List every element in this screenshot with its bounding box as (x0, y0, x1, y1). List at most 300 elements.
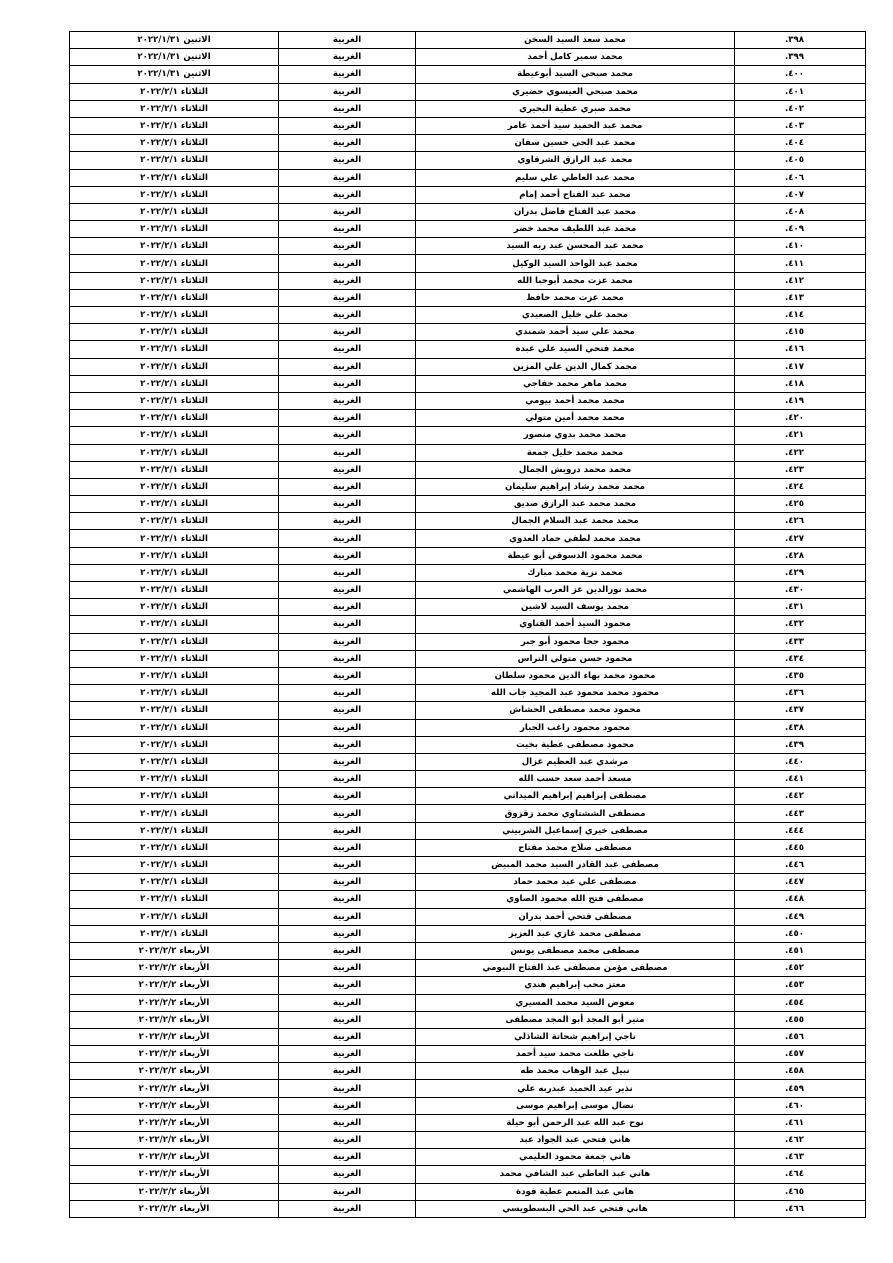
governorate-cell: الغربية (279, 255, 416, 272)
name-cell: هاني جمعة محمود العليمي (416, 1149, 735, 1166)
row-number-cell: ٤٣٦. (735, 685, 866, 702)
date-cell: الثلاثاء ٢٠٢٢/٢/١ (70, 908, 279, 925)
name-cell: محمد محمد خليل جمعة (416, 444, 735, 461)
date-cell: الثلاثاء ٢٠٢٢/٢/١ (70, 478, 279, 495)
name-cell: محمد عبد الواحد السيد الوكيل (416, 255, 735, 272)
table-row (70, 289, 866, 306)
governorate-cell: الغربية (279, 616, 416, 633)
governorate-cell: الغربية (279, 410, 416, 427)
date-cell: الثلاثاء ٢٠٢٢/٢/١ (70, 358, 279, 375)
row-number-cell: ٤٤٩. (735, 908, 866, 925)
date-cell: الأربعاء ٢٠٢٢/٢/٢ (70, 1183, 279, 1200)
table-row (70, 324, 866, 341)
row-number-cell: ٤٣٩. (735, 736, 866, 753)
name-cell: محمد محمد عبد الرازق صديق (416, 496, 735, 513)
date-cell: الثلاثاء ٢٠٢٢/٢/١ (70, 307, 279, 324)
row-number-cell: ٤٥٠. (735, 925, 866, 942)
table-row (70, 358, 866, 375)
row-number-cell: ٤٣٢. (735, 616, 866, 633)
row-number-cell: ٤٠٥. (735, 152, 866, 169)
date-cell: الاثنين ٢٠٢٢/١/٣١ (70, 66, 279, 83)
date-cell: الأربعاء ٢٠٢٢/٢/٢ (70, 1200, 279, 1217)
date-cell: الثلاثاء ٢٠٢٢/٢/١ (70, 324, 279, 341)
governorate-cell: الغربية (279, 221, 416, 238)
table-row (70, 788, 866, 805)
name-cell: محمد كمال الدين علي المزين (416, 358, 735, 375)
governorate-cell: الغربية (279, 942, 416, 959)
table-row (70, 874, 866, 891)
name-cell: محمد عزت محمد أبوحبا الله (416, 272, 735, 289)
table-row (70, 977, 866, 994)
governorate-cell: الغربية (279, 272, 416, 289)
table-row (70, 135, 866, 152)
governorate-cell: الغربية (279, 530, 416, 547)
table-row (70, 341, 866, 358)
table-row (70, 461, 866, 478)
table-row (70, 392, 866, 409)
table-row (70, 307, 866, 324)
table-row (70, 1149, 866, 1166)
date-cell: الثلاثاء ٢٠٢٢/٢/١ (70, 753, 279, 770)
row-number-cell: ٤٢٢. (735, 444, 866, 461)
row-number-cell: ٤٤٨. (735, 891, 866, 908)
governorate-cell: الغربية (279, 547, 416, 564)
governorate-cell: الغربية (279, 186, 416, 203)
governorate-cell: الغربية (279, 513, 416, 530)
date-cell: الثلاثاء ٢٠٢٢/٢/١ (70, 925, 279, 942)
table-row (70, 857, 866, 874)
date-cell: الأربعاء ٢٠٢٢/٢/٢ (70, 1080, 279, 1097)
name-cell: محمد ماهر محمد خفاجي (416, 375, 735, 392)
date-cell: الثلاثاء ٢٠٢٢/٢/١ (70, 100, 279, 117)
row-number-cell: ٤١٤. (735, 307, 866, 324)
row-number-cell: ٤٥٨. (735, 1063, 866, 1080)
date-cell: الثلاثاء ٢٠٢٢/٢/١ (70, 135, 279, 152)
name-cell: ناجي طلعت محمد سيد أحمد (416, 1046, 735, 1063)
date-cell: الثلاثاء ٢٠٢٢/٢/١ (70, 685, 279, 702)
date-cell: الأربعاء ٢٠٢٢/٢/٢ (70, 1011, 279, 1028)
governorate-cell: الغربية (279, 203, 416, 220)
date-cell: الأربعاء ٢٠٢٢/٢/٢ (70, 942, 279, 959)
name-cell: مصطفى عبد القادر السيد محمد المبيض (416, 857, 735, 874)
document-page (69, 31, 822, 1218)
date-cell: الثلاثاء ٢٠٢٢/٢/١ (70, 874, 279, 891)
names-table (69, 31, 866, 1218)
row-number-cell: ٤٦٣. (735, 1149, 866, 1166)
date-cell: الثلاثاء ٢٠٢٢/٢/١ (70, 203, 279, 220)
table-row (70, 736, 866, 753)
date-cell: الأربعاء ٢٠٢٢/٢/٢ (70, 1149, 279, 1166)
row-number-cell: ٤٥٢. (735, 960, 866, 977)
date-cell: الثلاثاء ٢٠٢٢/٢/١ (70, 117, 279, 134)
date-cell: الأربعاء ٢٠٢٢/٢/٢ (70, 1166, 279, 1183)
row-number-cell: ٤٥٩. (735, 1080, 866, 1097)
date-cell: الثلاثاء ٢٠٢٢/٢/١ (70, 238, 279, 255)
governorate-cell: الغربية (279, 891, 416, 908)
date-cell: الثلاثاء ٢٠٢٢/٢/١ (70, 289, 279, 306)
table-row (70, 753, 866, 770)
table-row (70, 1063, 866, 1080)
table-row (70, 805, 866, 822)
name-cell: محمد عبد المحسن عبد ربه السيد (416, 238, 735, 255)
row-number-cell: ٤٠٣. (735, 117, 866, 134)
row-number-cell: ٤١٨. (735, 375, 866, 392)
table-row (70, 942, 866, 959)
governorate-cell: الغربية (279, 822, 416, 839)
name-cell: محمود السيد أحمد القناوي (416, 616, 735, 633)
name-cell: مصطفى إبراهيم إبراهيم الميداني (416, 788, 735, 805)
row-number-cell: ٤٤١. (735, 771, 866, 788)
governorate-cell: الغربية (279, 753, 416, 770)
table-row (70, 83, 866, 100)
name-cell: مصطفى علي عبد محمد حماد (416, 874, 735, 891)
table-row (70, 186, 866, 203)
table-row (70, 925, 866, 942)
date-cell: الثلاثاء ٢٠٢٢/٢/١ (70, 169, 279, 186)
governorate-cell: الغربية (279, 427, 416, 444)
name-cell: مصطفى فتح الله محمود الصاوي (416, 891, 735, 908)
governorate-cell: الغربية (279, 307, 416, 324)
table-row (70, 1166, 866, 1183)
governorate-cell: الغربية (279, 908, 416, 925)
row-number-cell: ٤٥٧. (735, 1046, 866, 1063)
date-cell: الثلاثاء ٢٠٢٢/٢/١ (70, 702, 279, 719)
name-cell: محمود محمود راغب الجبار (416, 719, 735, 736)
table-body (70, 32, 866, 1218)
table-row (70, 238, 866, 255)
governorate-cell: الغربية (279, 702, 416, 719)
row-number-cell: ٤٥٥. (735, 1011, 866, 1028)
date-cell: الثلاثاء ٢٠٢٢/٢/١ (70, 444, 279, 461)
governorate-cell: الغربية (279, 135, 416, 152)
name-cell: محمد محمد أحمد بيومي (416, 392, 735, 409)
name-cell: محمد عبد الفتاح فاضل بدران (416, 203, 735, 220)
date-cell: الثلاثاء ٢٠٢٢/٢/١ (70, 427, 279, 444)
row-number-cell: ٤٥٣. (735, 977, 866, 994)
date-cell: الثلاثاء ٢٠٢٢/٢/١ (70, 152, 279, 169)
row-number-cell: ٤٤٠. (735, 753, 866, 770)
table-row (70, 496, 866, 513)
table-row (70, 839, 866, 856)
date-cell: الثلاثاء ٢٠٢٢/٢/١ (70, 392, 279, 409)
name-cell: محمد محمد لطفي حماد العدوي (416, 530, 735, 547)
date-cell: الثلاثاء ٢٠٢٢/٢/١ (70, 599, 279, 616)
governorate-cell: الغربية (279, 1046, 416, 1063)
row-number-cell: ٤٢٨. (735, 547, 866, 564)
date-cell: الأربعاء ٢٠٢٢/٢/٢ (70, 1046, 279, 1063)
table-row (70, 152, 866, 169)
table-row (70, 272, 866, 289)
name-cell: هاني فتحي عبد الجواد عبد (416, 1132, 735, 1149)
name-cell: ناجي إبراهيم شحاتة الشاذلي (416, 1028, 735, 1045)
name-cell: محمد محمد أمين متولي (416, 410, 735, 427)
row-number-cell: ٤٦٦. (735, 1200, 866, 1217)
row-number-cell: ٤٤٢. (735, 788, 866, 805)
table-row (70, 1046, 866, 1063)
governorate-cell: الغربية (279, 32, 416, 49)
governorate-cell: الغربية (279, 788, 416, 805)
date-cell: الثلاثاء ٢٠٢٢/٢/١ (70, 736, 279, 753)
row-number-cell: ٤٠٠. (735, 66, 866, 83)
row-number-cell: ٤١٦. (735, 341, 866, 358)
row-number-cell: ٤٣٣. (735, 633, 866, 650)
name-cell: محمد عزت محمد حافظ (416, 289, 735, 306)
table-row (70, 1200, 866, 1217)
row-number-cell: ٤٤٦. (735, 857, 866, 874)
table-row (70, 444, 866, 461)
name-cell: محمد محمد درويش الجمال (416, 461, 735, 478)
table-row (70, 633, 866, 650)
name-cell: محمد محمود الدسوقي أبو عيطة (416, 547, 735, 564)
governorate-cell: الغربية (279, 100, 416, 117)
table-row (70, 650, 866, 667)
date-cell: الثلاثاء ٢٠٢٢/٢/١ (70, 667, 279, 684)
table-row (70, 1011, 866, 1028)
name-cell: محمود مصطفى عطية بخيت (416, 736, 735, 753)
table-row (70, 530, 866, 547)
governorate-cell: الغربية (279, 496, 416, 513)
date-cell: الثلاثاء ٢٠٢٢/٢/١ (70, 461, 279, 478)
row-number-cell: ٤١٧. (735, 358, 866, 375)
governorate-cell: الغربية (279, 1183, 416, 1200)
table-row (70, 100, 866, 117)
row-number-cell: ٤٢٦. (735, 513, 866, 530)
table-row (70, 582, 866, 599)
table-row (70, 375, 866, 392)
date-cell: الثلاثاء ٢٠٢٢/٢/١ (70, 410, 279, 427)
row-number-cell: ٤١٥. (735, 324, 866, 341)
name-cell: محمد عبد الفتاح أحمد إمام (416, 186, 735, 203)
table-row (70, 719, 866, 736)
governorate-cell: الغربية (279, 49, 416, 66)
date-cell: الثلاثاء ٢٠٢٢/٢/١ (70, 839, 279, 856)
governorate-cell: الغربية (279, 1114, 416, 1131)
row-number-cell: ٤٦١. (735, 1114, 866, 1131)
governorate-cell: الغربية (279, 582, 416, 599)
date-cell: الثلاثاء ٢٠٢٢/٢/١ (70, 83, 279, 100)
governorate-cell: الغربية (279, 1200, 416, 1217)
row-number-cell: ٤٦٠. (735, 1097, 866, 1114)
row-number-cell: ٤٣٧. (735, 702, 866, 719)
name-cell: محمد نزية محمد مبارك (416, 564, 735, 581)
name-cell: مسعد أحمد سعد حسب الله (416, 771, 735, 788)
table-row (70, 49, 866, 66)
table-row (70, 1132, 866, 1149)
date-cell: الاثنين ٢٠٢٢/١/٣١ (70, 32, 279, 49)
row-number-cell: ٤٠٢. (735, 100, 866, 117)
governorate-cell: الغربية (279, 1011, 416, 1028)
governorate-cell: الغربية (279, 994, 416, 1011)
name-cell: محمود حسن متولي التراس (416, 650, 735, 667)
name-cell: مرشدي عبد العظيم غزال (416, 753, 735, 770)
table-row (70, 667, 866, 684)
governorate-cell: الغربية (279, 719, 416, 736)
governorate-cell: الغربية (279, 633, 416, 650)
date-cell: الأربعاء ٢٠٢٢/٢/٢ (70, 994, 279, 1011)
name-cell: مصطفى خيري إسماعيل الشربيني (416, 822, 735, 839)
date-cell: الثلاثاء ٢٠٢٢/٢/١ (70, 547, 279, 564)
date-cell: الثلاثاء ٢٠٢٢/٢/١ (70, 341, 279, 358)
row-number-cell: ٤٣٥. (735, 667, 866, 684)
date-cell: الثلاثاء ٢٠٢٢/٢/١ (70, 633, 279, 650)
governorate-cell: الغربية (279, 1028, 416, 1045)
date-cell: الثلاثاء ٢٠٢٢/٢/١ (70, 771, 279, 788)
governorate-cell: الغربية (279, 169, 416, 186)
name-cell: محمد علي سيد أحمد شمندي (416, 324, 735, 341)
row-number-cell: ٣٩٩. (735, 49, 866, 66)
name-cell: محمد فتحي السيد علي عبده (416, 341, 735, 358)
date-cell: الأربعاء ٢٠٢٢/٢/٢ (70, 1097, 279, 1114)
name-cell: نذير عبد الحميد عبدربه علي (416, 1080, 735, 1097)
table-row (70, 891, 866, 908)
governorate-cell: الغربية (279, 1166, 416, 1183)
name-cell: محمد علي خليل الصعيدي (416, 307, 735, 324)
governorate-cell: الغربية (279, 925, 416, 942)
governorate-cell: الغربية (279, 478, 416, 495)
table-row (70, 1080, 866, 1097)
governorate-cell: الغربية (279, 960, 416, 977)
row-number-cell: ٤٣٤. (735, 650, 866, 667)
governorate-cell: الغربية (279, 977, 416, 994)
governorate-cell: الغربية (279, 324, 416, 341)
governorate-cell: الغربية (279, 444, 416, 461)
table-row (70, 1097, 866, 1114)
name-cell: مصطفى محمد مصطفى يونس (416, 942, 735, 959)
name-cell: مصطفى فتحي أحمد بدران (416, 908, 735, 925)
table-row (70, 1028, 866, 1045)
name-cell: هاني عبد العاطي عبد الشافي محمد (416, 1166, 735, 1183)
row-number-cell: ٤٢٠. (735, 410, 866, 427)
date-cell: الثلاثاء ٢٠٢٢/٢/١ (70, 822, 279, 839)
table-row (70, 1114, 866, 1131)
governorate-cell: الغربية (279, 736, 416, 753)
governorate-cell: الغربية (279, 1149, 416, 1166)
date-cell: الثلاثاء ٢٠٢٢/٢/١ (70, 255, 279, 272)
row-number-cell: ٤٢٣. (735, 461, 866, 478)
table-row (70, 564, 866, 581)
table-row (70, 616, 866, 633)
name-cell: محمد سعد السيد السخن (416, 32, 735, 49)
date-cell: الأربعاء ٢٠٢٢/٢/٢ (70, 977, 279, 994)
governorate-cell: الغربية (279, 1063, 416, 1080)
date-cell: الثلاثاء ٢٠٢٢/٢/١ (70, 513, 279, 530)
date-cell: الاثنين ٢٠٢٢/١/٣١ (70, 49, 279, 66)
name-cell: مصطفى الششتاوي محمد زقزوق (416, 805, 735, 822)
date-cell: الثلاثاء ٢٠٢٢/٢/١ (70, 530, 279, 547)
governorate-cell: الغربية (279, 599, 416, 616)
name-cell: محمد نورالدين عز العرب الهاشمي (416, 582, 735, 599)
table-row (70, 427, 866, 444)
governorate-cell: الغربية (279, 66, 416, 83)
date-cell: الأربعاء ٢٠٢٢/٢/٢ (70, 960, 279, 977)
table-row (70, 822, 866, 839)
governorate-cell: الغربية (279, 83, 416, 100)
table-row (70, 478, 866, 495)
date-cell: الأربعاء ٢٠٢٢/٢/٢ (70, 1114, 279, 1131)
name-cell: محمد عبد اللطيف محمد خضر (416, 221, 735, 238)
date-cell: الثلاثاء ٢٠٢٢/٢/١ (70, 788, 279, 805)
date-cell: الثلاثاء ٢٠٢٢/٢/١ (70, 857, 279, 874)
governorate-cell: الغربية (279, 839, 416, 856)
governorate-cell: الغربية (279, 341, 416, 358)
name-cell: محمد محمد بدوي منصور (416, 427, 735, 444)
name-cell: هاني فتحي عبد الحي البسطويسي (416, 1200, 735, 1217)
name-cell: محمد صبحي السيد أبوعيطة (416, 66, 735, 83)
date-cell: الثلاثاء ٢٠٢٢/٢/١ (70, 805, 279, 822)
row-number-cell: ٤٢١. (735, 427, 866, 444)
row-number-cell: ٤٥١. (735, 942, 866, 959)
governorate-cell: الغربية (279, 358, 416, 375)
governorate-cell: الغربية (279, 771, 416, 788)
governorate-cell: الغربية (279, 857, 416, 874)
table-row (70, 1183, 866, 1200)
row-number-cell: ٣٩٨. (735, 32, 866, 49)
governorate-cell: الغربية (279, 289, 416, 306)
name-cell: محمد صبحي العيسوي حضيري (416, 83, 735, 100)
governorate-cell: الغربية (279, 650, 416, 667)
name-cell: معوض السيد محمد المسيري (416, 994, 735, 1011)
governorate-cell: الغربية (279, 685, 416, 702)
table-row (70, 169, 866, 186)
governorate-cell: الغربية (279, 667, 416, 684)
row-number-cell: ٤٤٣. (735, 805, 866, 822)
row-number-cell: ٤٦٥. (735, 1183, 866, 1200)
row-number-cell: ٤١٩. (735, 392, 866, 409)
name-cell: محمد عبد الحي حسين سفان (416, 135, 735, 152)
name-cell: نضال موسى إبراهيم موسى (416, 1097, 735, 1114)
table-row (70, 994, 866, 1011)
table-row (70, 203, 866, 220)
name-cell: منير أبو المجد أبو المجد مصطفى (416, 1011, 735, 1028)
table-row (70, 117, 866, 134)
name-cell: محمود جحا محمود أبو جبر (416, 633, 735, 650)
row-number-cell: ٤٠٧. (735, 186, 866, 203)
date-cell: الثلاثاء ٢٠٢٢/٢/١ (70, 186, 279, 203)
table-row (70, 599, 866, 616)
row-number-cell: ٤٢٩. (735, 564, 866, 581)
date-cell: الأربعاء ٢٠٢٢/٢/٢ (70, 1028, 279, 1045)
table-row (70, 32, 866, 49)
table-row (70, 960, 866, 977)
row-number-cell: ٤١٣. (735, 289, 866, 306)
governorate-cell: الغربية (279, 375, 416, 392)
table-row (70, 255, 866, 272)
row-number-cell: ٤٢٧. (735, 530, 866, 547)
name-cell: محمد عبد الحميد سيد أحمد عامر (416, 117, 735, 134)
governorate-cell: الغربية (279, 564, 416, 581)
name-cell: مصطفى مؤمن مصطفى عبد الفتاح البيومي (416, 960, 735, 977)
name-cell: محمود محمد محمود عبد المجيد جاب الله (416, 685, 735, 702)
row-number-cell: ٤٦٢. (735, 1132, 866, 1149)
date-cell: الثلاثاء ٢٠٢٢/٢/١ (70, 221, 279, 238)
table-row (70, 908, 866, 925)
date-cell: الثلاثاء ٢٠٢٢/٢/١ (70, 891, 279, 908)
governorate-cell: الغربية (279, 152, 416, 169)
row-number-cell: ٤٦٤. (735, 1166, 866, 1183)
date-cell: الأربعاء ٢٠٢٢/٢/٢ (70, 1063, 279, 1080)
name-cell: محمد محمد رشاد إبراهيم سليمان (416, 478, 735, 495)
table-row (70, 410, 866, 427)
row-number-cell: ٤٣٨. (735, 719, 866, 736)
name-cell: محمد محمد عبد السلام الجمال (416, 513, 735, 530)
row-number-cell: ٤٥٦. (735, 1028, 866, 1045)
governorate-cell: الغربية (279, 1132, 416, 1149)
table-row (70, 547, 866, 564)
governorate-cell: الغربية (279, 1080, 416, 1097)
date-cell: الثلاثاء ٢٠٢٢/٢/١ (70, 564, 279, 581)
name-cell: محمود محمد مصطفى الحشاش (416, 702, 735, 719)
date-cell: الأربعاء ٢٠٢٢/٢/٢ (70, 1132, 279, 1149)
